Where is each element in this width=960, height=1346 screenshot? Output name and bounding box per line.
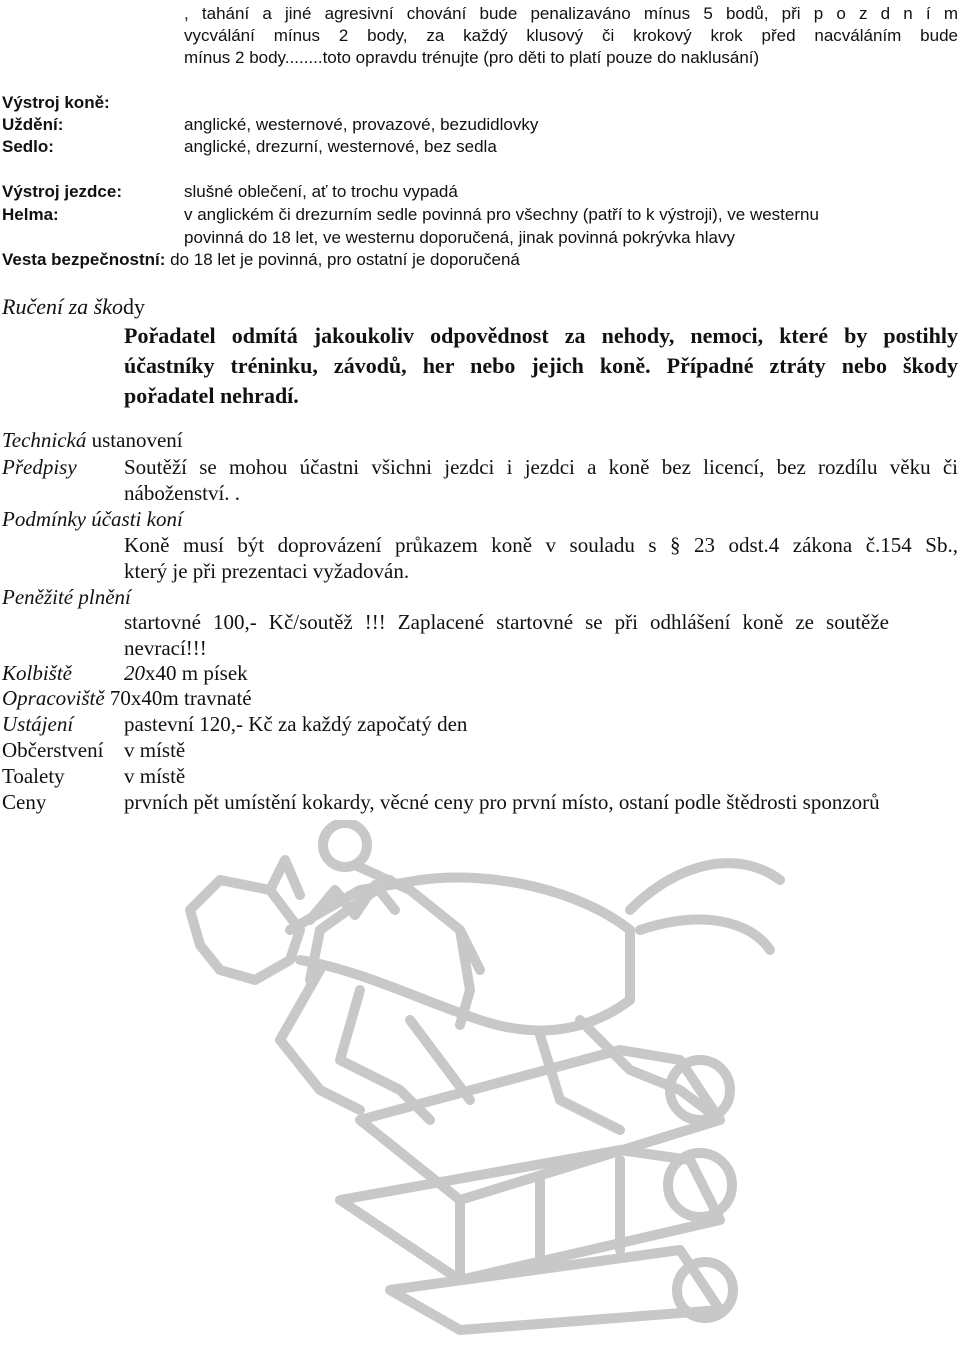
- intro-line-2: vycválání mínus 2 body, za každý klusový či krokový krok před nacváláním bude: [184, 26, 958, 45]
- horse-equipment-heading: Výstroj koně:: [2, 93, 110, 112]
- warmup-label: Opracoviště: [2, 686, 105, 710]
- horse-conditions-line-2: který je při prezentaci vyžadován.: [124, 559, 410, 583]
- prizes-label: Ceny: [2, 790, 47, 814]
- intro-line-3: mínus 2 body........toto opravdu trénujte (pro děti to platí pouze do naklusání): [184, 48, 760, 67]
- warmup-row: [2, 685, 252, 711]
- refreshments-value: v místě: [124, 738, 186, 762]
- fees-label: Peněžité plnění: [2, 585, 131, 609]
- liability-heading-italic: Ručení za ško: [2, 294, 123, 319]
- liability-heading: [2, 294, 145, 320]
- rider-head: [323, 823, 367, 867]
- prizes-value: prvních pět umístění kokardy, věcné ceny pro první místo, ostaní podle štědrosti sponzorů: [124, 790, 880, 814]
- helmet-label: Helma:: [2, 205, 59, 224]
- horse-conditions-label: Podmínky účasti koní: [2, 507, 183, 531]
- intro-line-1: , tahání a jiné agresivní chování bude penalizaváno mínus 5 bodů, při p o z d n í m: [184, 4, 958, 23]
- stabling-value: pastevní 120,- Kč za každý započatý den: [124, 712, 468, 736]
- helmet-line-1: v anglickém či drezurním sedle povinná pro všechny (patří to k výstroji), ve westernu: [184, 205, 819, 224]
- log-pile-middle: [340, 1150, 720, 1280]
- liability-line-2: účastníky tréninku, závodů, her nebo jejich koně. Případné ztráty nebo škody: [124, 353, 958, 378]
- rules-line-1: Soutěží se mohou účastni všichni jezdci i jezdci a koně bez licencí, bez rozdílu věku či: [124, 455, 958, 479]
- arena-value-italic: 20: [124, 661, 145, 685]
- horse-tail: [630, 863, 780, 950]
- warmup-value: 70x40m travnaté: [104, 686, 252, 710]
- helmet-line-2: povinná do 18 let, ve westernu doporučená, jinak povinná pokrývka hlavy: [184, 228, 735, 247]
- technical-heading-italic: Technická: [2, 428, 87, 452]
- liability-text: [124, 321, 958, 411]
- horse-head: [190, 880, 300, 980]
- liability-heading-rest: dy: [122, 294, 145, 319]
- rider-equipment-value: slušné oblečení, ať to trochu vypadá: [184, 182, 458, 201]
- horse-hind-leg-1: [580, 1020, 720, 1120]
- liability-line-1: Pořadatel odmítá jakoukoliv odpovědnost za nehody, nemoci, které by postihly: [124, 323, 958, 348]
- saddle-value: anglické, drezurní, westernové, bez sedla: [184, 137, 497, 156]
- stabling-label: Ustájení: [2, 712, 74, 736]
- liability-line-3: pořadatel nehradí.: [124, 383, 299, 408]
- vest-label: Vesta bezpečnostní:: [2, 250, 166, 269]
- horse-ear: [270, 860, 300, 895]
- horse-back: [420, 877, 630, 1000]
- arena-label: Kolbiště: [2, 661, 73, 685]
- horse-conditions-line-1: Koně musí být doprovázení průkazem koně v souladu s § 23 odst.4 zákona č.154 Sb.,: [124, 533, 958, 557]
- rider-equipment-label: Výstroj jezdce:: [2, 182, 122, 201]
- arena-value: [124, 660, 248, 686]
- toilets-value: v místě: [124, 764, 186, 788]
- technical-heading: [2, 427, 183, 453]
- arena-value-rest: x40 m písek: [145, 661, 248, 685]
- toilets-label: Toalety: [2, 764, 65, 788]
- vest-value: do 18 let je povinná, pro ostatní je doporučená: [165, 250, 520, 269]
- saddle-label: Sedlo:: [2, 137, 54, 156]
- fees-line-1: startovné 100,- Kč/soutěž !!! Zaplacené startovné se při odhlášení koně ze soutěže: [124, 610, 889, 634]
- horse-rider-jumping-icon: [160, 820, 800, 1340]
- rules-label: Předpisy: [2, 455, 77, 479]
- technical-heading-rest: ustanovení: [86, 428, 183, 452]
- refreshments-label: Občerstvení: [2, 738, 104, 762]
- vest-row: [2, 249, 520, 271]
- bridle-label: Uždění:: [2, 115, 64, 134]
- bridle-value: anglické, westernové, provazové, bezudidlovky: [184, 115, 539, 134]
- fees-line-2: nevrací!!!: [124, 636, 207, 660]
- rules-line-2: náboženství. .: [124, 481, 241, 505]
